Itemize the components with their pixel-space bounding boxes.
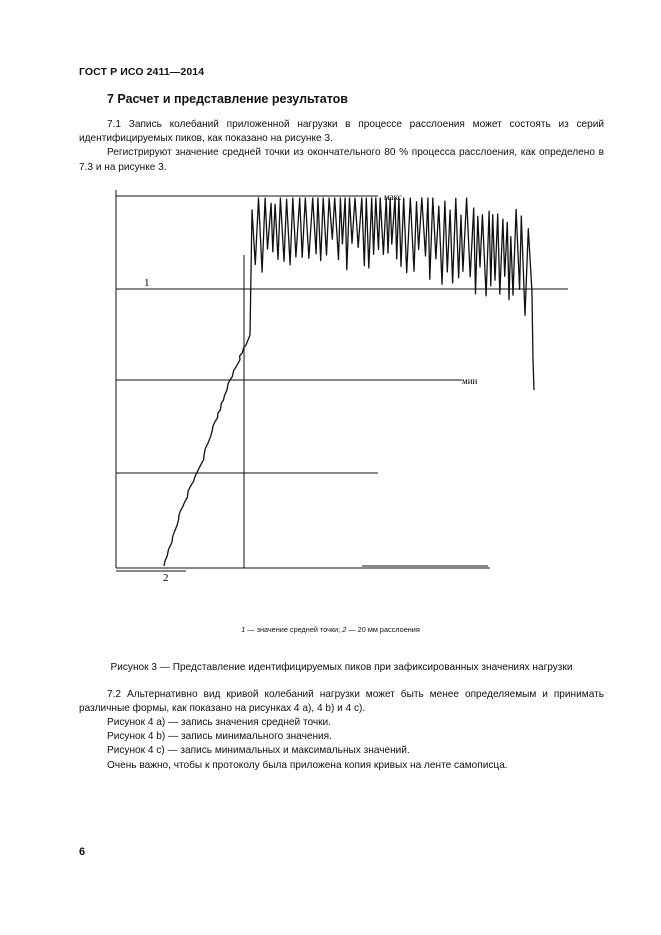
legend-2-text: — 20 мм расслоения bbox=[346, 625, 420, 634]
paragraph-7-2: 7.2 Альтернативно вид кривой колебаний нагрузки может быть менее определяемым и принимать различные формы, как показано на рисунках 4 а), 4 b) и 4 с). bbox=[79, 689, 604, 715]
min-label: мин bbox=[462, 376, 478, 386]
legend-2-number: 2 bbox=[342, 625, 347, 634]
load-curve bbox=[164, 198, 534, 566]
section-title: 7 Расчет и представление результатов bbox=[107, 92, 348, 106]
paragraph-7-1: 7.1 Запись колебаний приложенной нагрузки в процессе расслоения может состоять из серий идентифицируемых пиков, как показано на рисунке 3. bbox=[79, 119, 604, 145]
label-1: 1 bbox=[144, 277, 150, 289]
list-item: Рисунок 4 b) — запись минимального значения. bbox=[107, 731, 332, 743]
list-item: Очень важно, чтобы к протоколу была приложена копия кривых на ленте самописца. bbox=[107, 759, 508, 771]
list-item: Рисунок 4 с) — запись минимальных и максимальных значений. bbox=[107, 745, 410, 757]
list-item: Рисунок 4 а) — запись значения средней точки. bbox=[107, 717, 331, 728]
figure-legend bbox=[0, 625, 661, 634]
legend-1-number: 1 bbox=[241, 625, 246, 634]
legend-1-text: — значение средней точки; bbox=[245, 625, 343, 634]
paragraph-midpoint: Регистрируют значение средней точки из окончательного 80 % процесса расслоения, как определено в 7.3 и на рисунке 3. bbox=[79, 147, 604, 173]
page-number: 6 bbox=[79, 846, 86, 858]
document-header: ГОСТ Р ИСО 2411—2014 bbox=[79, 66, 205, 78]
paragraph-7-2-block bbox=[79, 688, 604, 716]
figure-4-list bbox=[79, 716, 604, 773]
figure-caption: Рисунок 3 — Представление идентифицируемых пиков при зафиксированных значениях нагрузки bbox=[110, 662, 573, 673]
max-label: макс bbox=[384, 192, 402, 202]
label-2: 2 bbox=[163, 572, 169, 584]
